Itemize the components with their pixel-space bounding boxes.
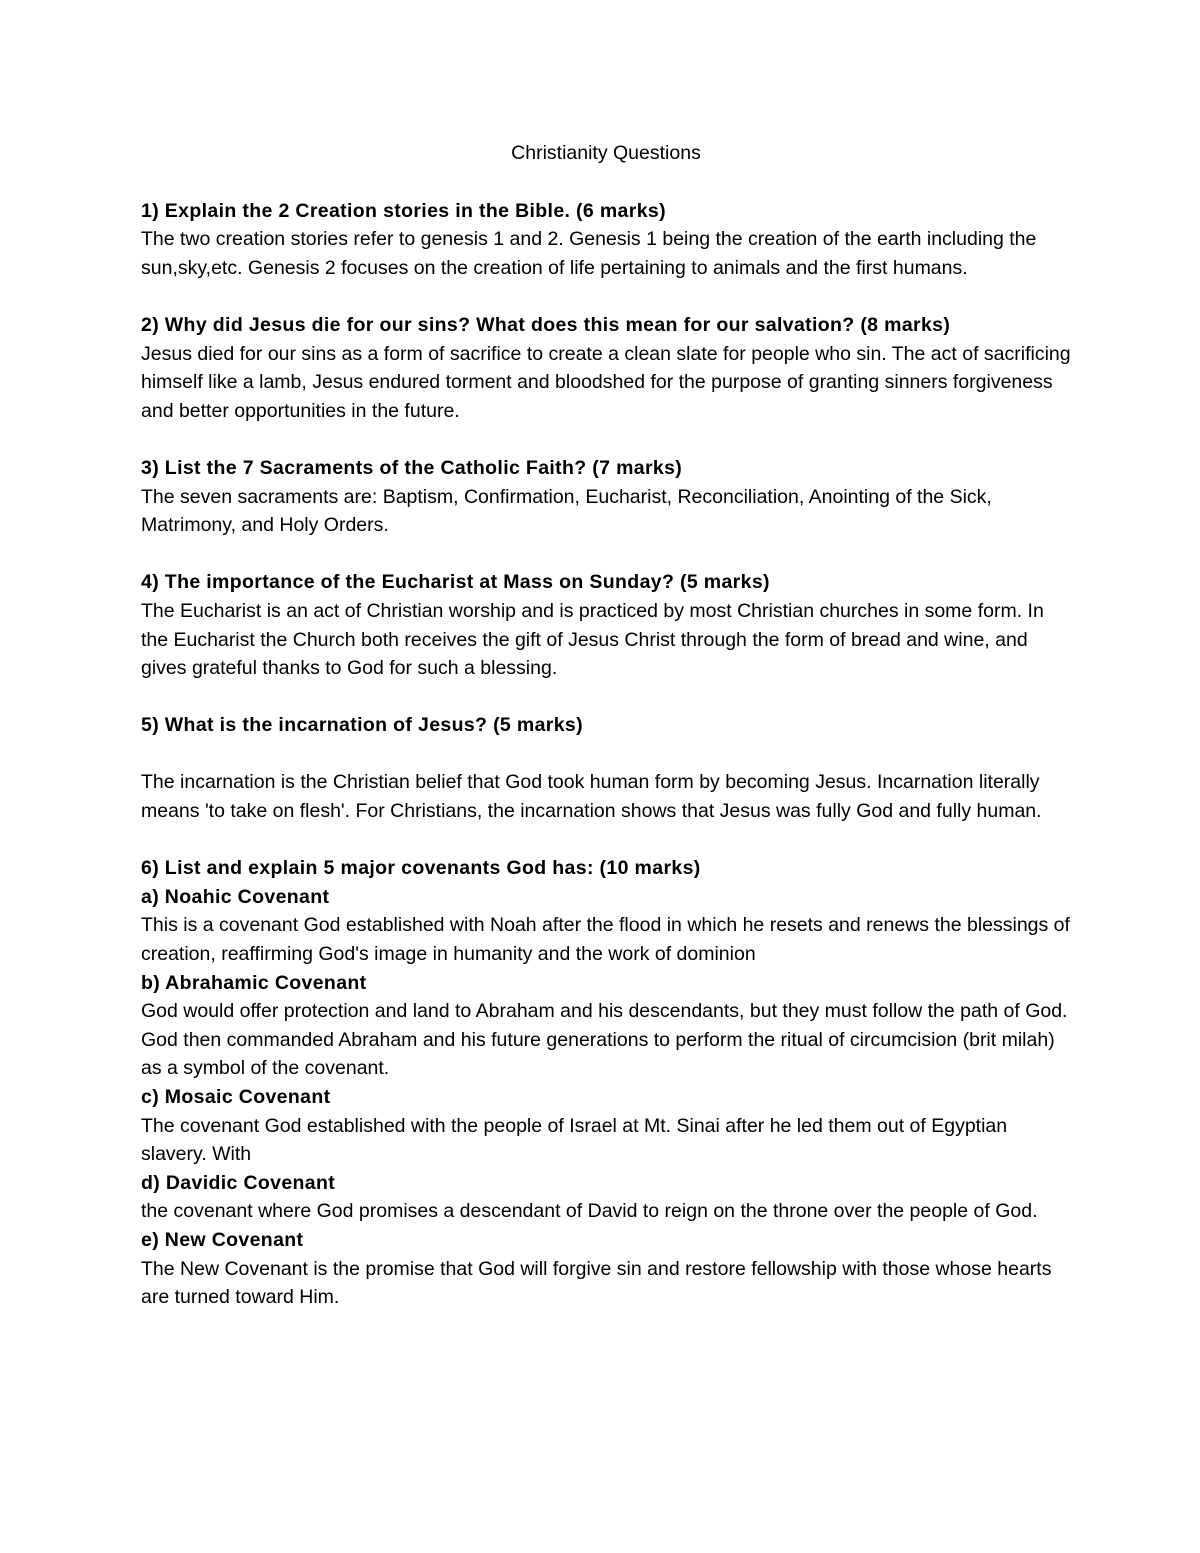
- spacer: [141, 282, 1071, 311]
- spacer: [141, 740, 1071, 769]
- question-5: 5) What is the incarnation of Jesus? (5 marks): [141, 714, 583, 737]
- document-title: Christianity Questions: [511, 142, 701, 164]
- question-block-5: [141, 711, 1071, 825]
- answer-4: The Eucharist is an act of Christian worship and is practiced by most Christian churches in some form. In the Eucharist the Church both receives the gift of Jesus Christ through the form of bread and wine, and gives grateful thanks to God for such a blessing.: [141, 599, 1044, 680]
- answer-5: The incarnation is the Christian belief that God took human form by becoming Jesus. Incarnation literally means 'to take on flesh'. For Christians, the incarnation shows that Jesus was fully God and fully human.: [141, 771, 1042, 823]
- question-2: 2) Why did Jesus die for our sins? What does this mean for our salvation? (8 marks): [141, 313, 951, 336]
- covenant-text-mosaic: The covenant God established with the people of Israel at Mt. Sinai after he led them out of Egyptian slavery. With: [141, 1114, 1008, 1166]
- covenant-heading-noahic: a) Noahic Covenant: [141, 885, 330, 908]
- answer-2: Jesus died for our sins as a form of sacrifice to create a clean slate for people who sin. The act of sacrificing himself like a lamb, Jesus endured torment and bloodshed for the purpose of granting sinners forgiveness and better opportunities in the future.: [141, 342, 1071, 422]
- spacer: [141, 425, 1071, 454]
- covenant-text-noahic: This is a covenant God established with Noah after the flood in which he resets and renews the blessings of creation, reaffirming God's image in humanity and the work of dominion: [141, 914, 1070, 966]
- question-6: 6) List and explain 5 major covenants God has: (10 marks): [141, 857, 701, 880]
- document-page: [141, 139, 1071, 1312]
- covenant-heading-new: e) New Covenant: [141, 1228, 304, 1251]
- covenant-heading-davidic: d) Davidic Covenant: [141, 1171, 336, 1194]
- question-3: 3) List the 7 Sacraments of the Catholic Faith? (7 marks): [141, 456, 683, 479]
- spacer: [141, 540, 1071, 569]
- question-1: 1) Explain the 2 Creation stories in the Bible. (6 marks): [141, 199, 666, 222]
- spacer: [141, 826, 1071, 855]
- question-block-1: [141, 197, 1071, 283]
- covenant-text-davidic: the covenant where God promises a descendant of David to reign on the throne over the people of God.: [141, 1200, 1038, 1223]
- covenant-heading-abrahamic: b) Abrahamic Covenant: [141, 971, 367, 994]
- covenant-text-new: The New Covenant is the promise that God will forgive sin and restore fellowship with those whose hearts are turned toward Him.: [141, 1257, 1052, 1309]
- covenant-text-abrahamic: God would offer protection and land to Abraham and his descendants, but they must follow the path of God. God then commanded Abraham and his future generations to perform the ritual of circumcision (brit milah) as a symbol of the covenant.: [141, 1000, 1068, 1080]
- question-block-3: [141, 454, 1071, 540]
- question-block-6: [141, 854, 1071, 1312]
- question-block-4: [141, 568, 1071, 682]
- question-4: 4) The importance of the Eucharist at Mass on Sunday? (5 marks): [141, 571, 770, 594]
- answer-3: The seven sacraments are: Baptism, Confirmation, Eucharist, Reconciliation, Anointing of the Sick, Matrimony, and Holy Orders.: [141, 485, 992, 537]
- covenant-heading-mosaic: c) Mosaic Covenant: [141, 1086, 331, 1108]
- question-block-2: [141, 311, 1071, 425]
- answer-1: The two creation stories refer to genesis 1 and 2. Genesis 1 being the creation of the earth including the sun,sky,etc. Genesis 2 focuses on the creation of life pertaining to animals and the first humans.: [141, 228, 1037, 279]
- spacer: [141, 683, 1071, 712]
